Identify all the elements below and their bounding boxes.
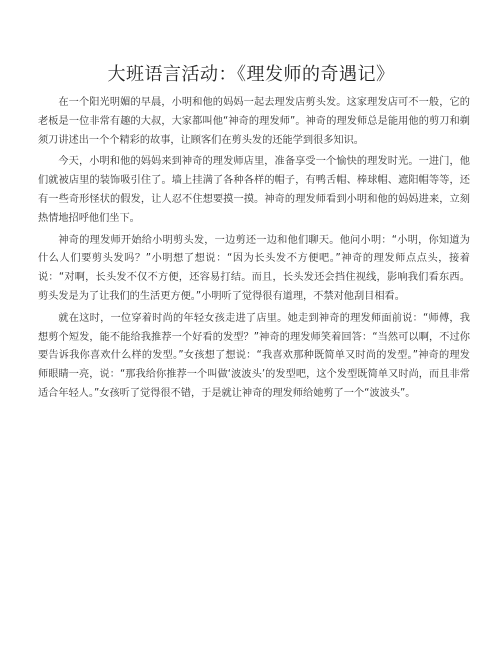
paragraph-1: 在一个阳光明媚的早晨，小明和他的妈妈一起去理发店剪头发。这家理发店可不一般，它的老板是一位非常有趣的大叔，大家都叫他“神奇的理发师”。神奇的理发师总是能用他的剪刀和剃须刀讲述出一个个精彩的故事，让顾客们在剪头发的还能学到很多知识。 xyxy=(38,97,470,146)
paragraph-2: 今天，小明和他的妈妈来到神奇的理发师店里，准备享受一个愉快的理发时光。一进门，他们就被店里的装饰吸引住了。墙上挂满了各种各样的帽子，有鸭舌帽、棒球帽、遮阳帽等等，还有一些奇形怪状的假发，让人忍不住想要摸一摸。神奇的理发师看到小明和他的妈妈进来，立刻热情地招呼他们坐下。 xyxy=(38,156,470,224)
paragraph-3: 神奇的理发师开始给小明剪头发，一边剪还一边和他们聊天。他问小明：“小明，你知道为什么人们要剪头发吗？”小明想了想说：“因为长头发不方便吧。”神奇的理发师点点头，接着说：“对啊，长头发不仅不方便，还容易打结。而且，长头发还会挡住视线，影响我们看东西。剪头发是为了让我们的生活更方便。”小明听了觉得很有道理，不禁对他刮目相看。 xyxy=(38,234,470,302)
paragraph-4: 就在这时，一位穿着时尚的年轻女孩走进了店里。她走到神奇的理发师面前说：“师傅，我想剪个短发，能不能给我推荐一个好看的发型？”神奇的理发师笑着回答：“当然可以啊，不过你要告诉我你喜欢什么样的发型。”女孩想了想说：“我喜欢那种既简单又时尚的发型。”神奇的理发师眼睛一亮，说：“那我给你推荐一个叫做‘波波头’的发型吧，这个发型既简单又时尚，而且非常适合年轻人。”女孩听了觉得很不错，于是就让神奇的理发师给她剪了一个“波波头”。 xyxy=(38,312,470,399)
document-body xyxy=(38,94,470,407)
document-title: 大班语言活动：《理发师的奇遇记》 xyxy=(107,64,395,85)
